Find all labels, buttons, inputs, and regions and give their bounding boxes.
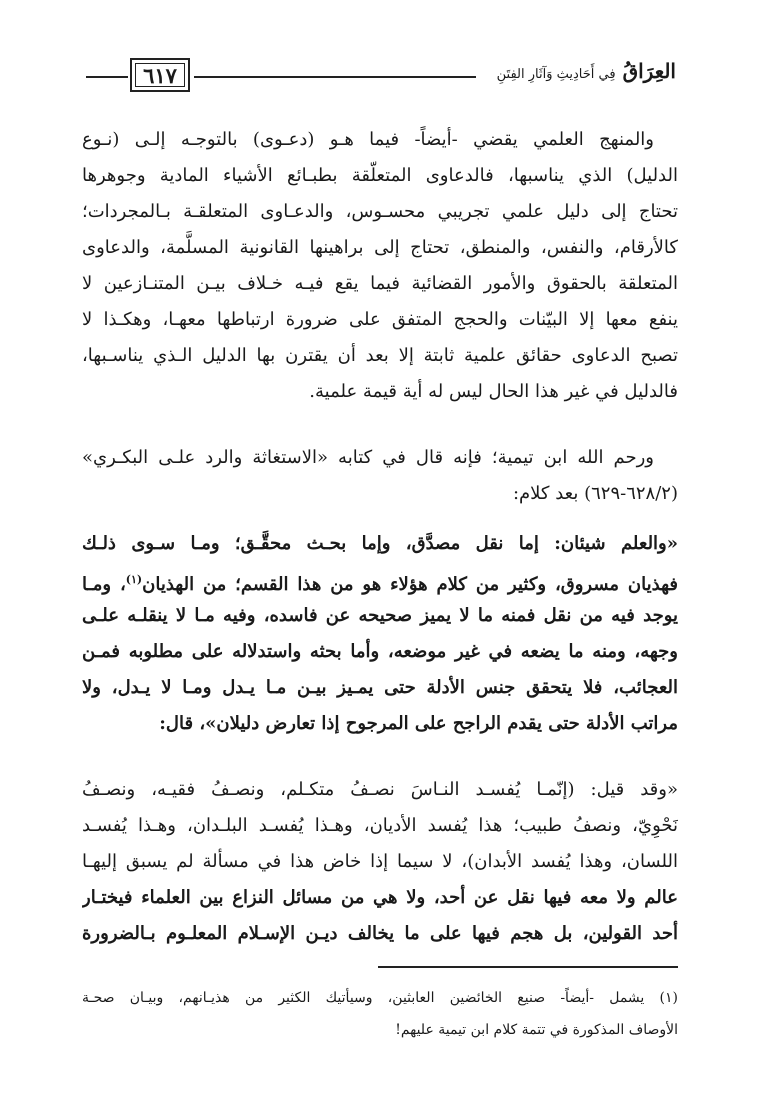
text-segment: ، ومـا: [82, 574, 126, 595]
text-line: الدليل) الذي يناسبها، فالدعاوى المتعلّقة بطبـائع الأشياء المادية وجوهرها: [82, 165, 678, 186]
footnote: [82, 982, 678, 1046]
text-segment: فهذيان مسروق، وكثير من كلام هؤلاء هو من هذا القسم؛ من الهذيان: [142, 574, 678, 595]
text-line: [82, 562, 678, 598]
text-line: مراتب الأدلة حتى يقدم الراجح على المرجوح إذا تعارض دليلان»، قال:: [159, 713, 678, 734]
text-line: تحتاج إلى دليل علمي تجريبي محسـوس، والدعـاوى المتعلقـة بـالمجردات؛: [82, 201, 678, 222]
text-line: أحد القولين، بل هجم فيها على ما يخالف ديـن الإسـلام المعلـوم بـالضرورة: [82, 923, 678, 944]
paragraph-2: [82, 440, 678, 512]
page-header: [86, 58, 676, 94]
running-title-sub: فِي أَحَادِيثِ وَآثَارِ الفِتَنِ: [496, 67, 616, 82]
text-line: ورحم الله ابن تيمية؛ فإنه قال في كتابه «الاستغاثة والرد علـى البكـري»: [82, 447, 654, 468]
quote-1: [82, 526, 678, 742]
footnote-line: (١) يشمل -أيضاً- صنيع الخائضين العابثين، وسيأتيك الكثير من هذيـانهم، وبيـان صحـة: [82, 990, 678, 1006]
text-line: تصبح الدعاوى حقائق علمية ثابتة إلا بعد أن يقترن بها الدليل الـذي يناسـبها،: [82, 345, 678, 366]
text-line: عالم ولا معه فيها نقل عن أحد، ولا هي من مسائل النزاع بين العلماء فيختـار: [82, 887, 678, 908]
footnote-marker[interactable]: (١): [125, 573, 143, 586]
page-number-text: ٦١٧: [143, 62, 177, 88]
text-line: نَحْوِيّ، ونصفُ طبيب؛ هذا يُفسد الأديان، وهـذا يُفسـد البلـدان، وهـذا يُفسـد: [82, 815, 678, 836]
text-line: (٦٢٨/٢-٦٢٩) بعد كلام:: [512, 483, 678, 504]
page-number: [130, 58, 190, 92]
text-line: المتعلقة بالحقوق والأمور القضائية فيما يقع فيـه خـلاف بيـن المتنـازعين لا: [82, 273, 678, 294]
footnote-separator: [378, 966, 678, 968]
text-line: وجهه، ومنه ما يضعه في غير موضعه، وأما بحثه واستدلاله على مطلوبه فمـن: [82, 641, 678, 662]
text-line: والمنهج العلمي يقضي -أيضاً- فيما هـو (دعـوى) بالتوجـه إلـى (نـوع: [82, 129, 654, 150]
footnote-line: الأوصاف المذكورة في تتمة كلام ابن تيمية عليهم!: [395, 1022, 678, 1038]
text-line: يوجد فيه من نقل فمنه ما لا يميز صحيحه عن فاسده، وفيه مـا لا ينقلـه علـى: [82, 605, 678, 626]
text-line: «وقد قيل: (إنّمـا يُفسـد النـاسَ نصـفُ متكـلم، ونصـفُ فقيـه، ونصـفُ: [82, 779, 678, 800]
text-line: العجائب، فلا يتحقق جنس الأدلة حتى يمـيز بيـن مـا يـدل ومـا لا يـدل، ولا: [82, 677, 678, 698]
text-line: «والعلم شيئان: إما نقل مصدَّق، وإما بحـث محقَّـق؛ ومـا سـوى ذلـك: [82, 533, 678, 554]
running-title: [480, 59, 676, 83]
quote-2-bold: [82, 880, 678, 952]
header-rule: [194, 76, 476, 78]
text-line: فالدليل في غير هذا الحال ليس له أية قيمة علمية.: [309, 381, 678, 402]
text-line: كالأرقام، والنفس، والمنطق، تحتاج إلى براهينها القانونية المسلَّمة، والدعاوى: [82, 237, 678, 258]
running-title-main: العِرَاقُ: [622, 59, 676, 83]
text-line: اللسان، وهذا يُفسد الأبدان)، لا سيما إذا خاض هذا في مسألة لم يسبق إليهـا: [82, 851, 678, 872]
quote-2: [82, 772, 678, 880]
text-line: ينفع معها إلا البيّنات والحجج المتفق على ضرورة ارتباطها معهـا، وهكـذا لا: [82, 309, 678, 330]
header-rule-left: [86, 76, 128, 78]
paragraph-1: [82, 122, 678, 410]
